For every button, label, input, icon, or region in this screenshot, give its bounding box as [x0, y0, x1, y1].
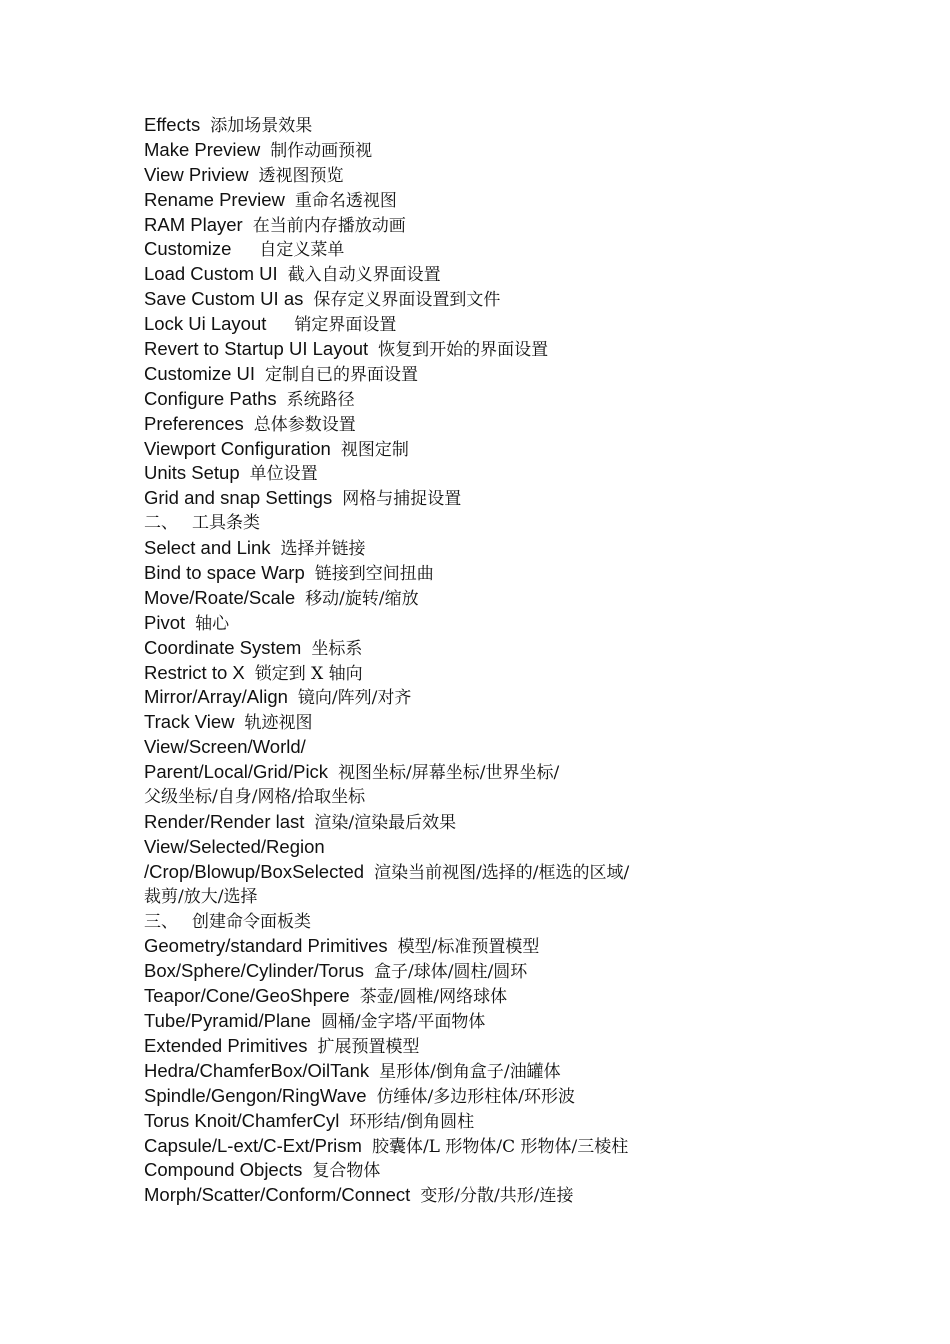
glossary-line [144, 312, 904, 337]
glossary-line [144, 461, 904, 486]
chinese-translation: 仿缍体/多边形柱体/环形波 [376, 1086, 575, 1107]
glossary-line [144, 611, 904, 636]
english-term: Mirror/Array/Align [144, 686, 288, 708]
chinese-translation: 链接到空间扭曲 [314, 564, 434, 585]
glossary-line [144, 213, 904, 238]
english-term: Make Preview [144, 138, 261, 160]
chinese-translation: 复合物体 [312, 1161, 381, 1182]
glossary-line [144, 1059, 904, 1084]
glossary-line [144, 387, 904, 412]
glossary-line [144, 984, 904, 1009]
glossary-line [144, 710, 904, 735]
chinese-translation: 锁定到 X 轴向 [254, 663, 363, 684]
glossary-line [144, 163, 904, 188]
chinese-translation: 总体参数设置 [253, 414, 356, 435]
glossary-line [144, 934, 904, 959]
glossary-line [144, 113, 904, 138]
chinese-translation: 星形体/倒角盒子/油罐体 [379, 1061, 561, 1082]
english-term: Configure Paths [144, 387, 277, 409]
english-term: Track View [144, 711, 235, 733]
chinese-translation: 轴心 [195, 613, 230, 634]
english-term: RAM Player [144, 213, 243, 235]
glossary-line [144, 636, 904, 661]
glossary-line [144, 1034, 904, 1059]
chinese-translation: 模型/标准预置模型 [397, 937, 540, 958]
chinese-translation: 销定界面设置 [294, 315, 397, 336]
chinese-translation: 视图坐标/屏幕坐标/世界坐标/ [338, 763, 560, 784]
english-term: Compound Objects [144, 1159, 303, 1181]
chinese-translation: 保存定义界面设置到文件 [313, 290, 501, 311]
glossary-line [144, 262, 904, 287]
document-body [144, 113, 904, 1208]
glossary-line [144, 337, 904, 362]
glossary-line [144, 586, 904, 611]
section-heading [144, 910, 904, 935]
english-term: Torus Knoit/ChamferCyl [144, 1109, 340, 1131]
chinese-translation: 盒子/球体/圆柱/圆环 [374, 962, 528, 983]
glossary-line [144, 188, 904, 213]
chinese-translation: 系统路径 [286, 389, 355, 410]
chinese-translation: 网格与捕捉设置 [342, 489, 462, 510]
english-term: Effects [144, 114, 201, 135]
english-term: Hedra/ChamferBox/OilTank [144, 1059, 370, 1081]
glossary-line [144, 685, 904, 710]
chinese-translation: 裁剪/放大/选择 [144, 886, 258, 907]
glossary-line [144, 760, 904, 785]
english-term: Grid and snap Settings [144, 487, 333, 509]
english-term: Save Custom UI as [144, 288, 304, 310]
chinese-translation: 扩展预置模型 [317, 1036, 420, 1057]
english-term: Customize [144, 238, 232, 260]
glossary-line [144, 735, 904, 760]
english-term: Coordinate System [144, 636, 302, 658]
chinese-translation: 定制自已的界面设置 [265, 364, 419, 385]
chinese-translation: 截入自动义界面设置 [287, 265, 441, 286]
chinese-translation: 选择并链接 [280, 539, 366, 560]
glossary-line [144, 661, 904, 686]
section-title: 工具条类 [192, 513, 260, 534]
glossary-line [144, 1109, 904, 1134]
english-term: Rename Preview [144, 188, 285, 210]
glossary-line [144, 1134, 904, 1159]
english-term: Preferences [144, 412, 244, 434]
glossary-line [144, 237, 904, 262]
english-term: Spindle/Gengon/RingWave [144, 1084, 367, 1106]
english-term: Box/Sphere/Cylinder/Torus [144, 960, 365, 982]
glossary-line [144, 536, 904, 561]
chinese-translation: 自定义菜单 [259, 240, 345, 261]
glossary-line [144, 1084, 904, 1109]
chinese-translation: 渲染当前视图/选择的/框选的区域/ [374, 862, 630, 883]
english-term: Extended Primitives [144, 1034, 308, 1056]
chinese-translation: 轨迹视图 [244, 713, 313, 734]
chinese-translation: 镜向/阵列/对齐 [297, 688, 412, 709]
chinese-translation: 变形/分散/共形/连接 [420, 1186, 574, 1207]
english-term: Restrict to X [144, 661, 245, 683]
section-heading [144, 511, 904, 536]
english-term: Units Setup [144, 462, 240, 484]
english-term: Customize UI [144, 362, 256, 384]
english-term: Revert to Startup UI Layout [144, 338, 369, 360]
english-term: Load Custom UI [144, 263, 278, 285]
english-term: Morph/Scatter/Conform/Connect [144, 1184, 411, 1206]
chinese-translation: 坐标系 [311, 638, 363, 659]
glossary-line [144, 362, 904, 387]
english-term: Capsule/L-ext/C-Ext/Prism [144, 1134, 362, 1156]
english-term: Pivot [144, 611, 186, 633]
glossary-line [144, 486, 904, 511]
english-term: Tube/Pyramid/Plane [144, 1010, 311, 1032]
chinese-translation: 圆桶/金字塔/平面物体 [320, 1012, 486, 1033]
section-title: 创建命令面板类 [192, 911, 311, 932]
chinese-translation: 恢复到开始的界面设置 [378, 340, 549, 361]
chinese-translation: 父级坐标/自身/网格/拾取坐标 [144, 787, 366, 808]
glossary-line [144, 1009, 904, 1034]
english-term: Teapor/Cone/GeoShpere [144, 985, 350, 1007]
chinese-translation: 胶囊体/L 形物体/C 形物体/三棱柱 [371, 1136, 629, 1157]
english-term: Geometry/standard Primitives [144, 935, 388, 957]
glossary-line [144, 138, 904, 163]
glossary-line [144, 1158, 904, 1183]
chinese-translation: 在当前内存播放动画 [252, 215, 406, 236]
chinese-translation: 环形结/倒角圆柱 [349, 1111, 475, 1132]
chinese-translation: 添加场景效果 [210, 116, 313, 136]
glossary-line [144, 860, 904, 885]
glossary-line [144, 437, 904, 462]
english-term: Bind to space Warp [144, 562, 305, 584]
chinese-translation: 视图定制 [340, 439, 409, 460]
glossary-line [144, 959, 904, 984]
chinese-translation: 茶壶/圆椎/网络球体 [359, 987, 508, 1008]
section-number: 二、 [144, 513, 178, 534]
english-term: Lock Ui Layout [144, 313, 267, 335]
glossary-line [144, 785, 904, 810]
glossary-line [144, 412, 904, 437]
english-term: Parent/Local/Grid/Pick [144, 761, 329, 783]
english-term: /Crop/Blowup/BoxSelected [144, 860, 365, 882]
chinese-translation: 透视图预览 [258, 165, 344, 186]
glossary-line [144, 835, 904, 860]
section-number: 三、 [144, 911, 178, 932]
english-term: View/Screen/World/ [144, 736, 306, 758]
chinese-translation: 制作动画预视 [270, 140, 373, 161]
english-term: Render/Render last [144, 810, 305, 832]
english-term: Move/Roate/Scale [144, 586, 296, 608]
glossary-line [144, 1183, 904, 1208]
glossary-line [144, 287, 904, 312]
chinese-translation: 移动/旋转/缩放 [305, 588, 419, 609]
english-term: View Priview [144, 163, 249, 185]
glossary-line [144, 810, 904, 835]
chinese-translation: 单位设置 [249, 464, 318, 485]
english-term: Select and Link [144, 537, 271, 559]
chinese-translation: 重命名透视图 [294, 190, 397, 211]
english-term: View/Selected/Region [144, 835, 325, 857]
glossary-line [144, 885, 904, 910]
glossary-line [144, 561, 904, 586]
chinese-translation: 渲染/渲染最后效果 [314, 812, 457, 833]
english-term: Viewport Configuration [144, 437, 331, 459]
